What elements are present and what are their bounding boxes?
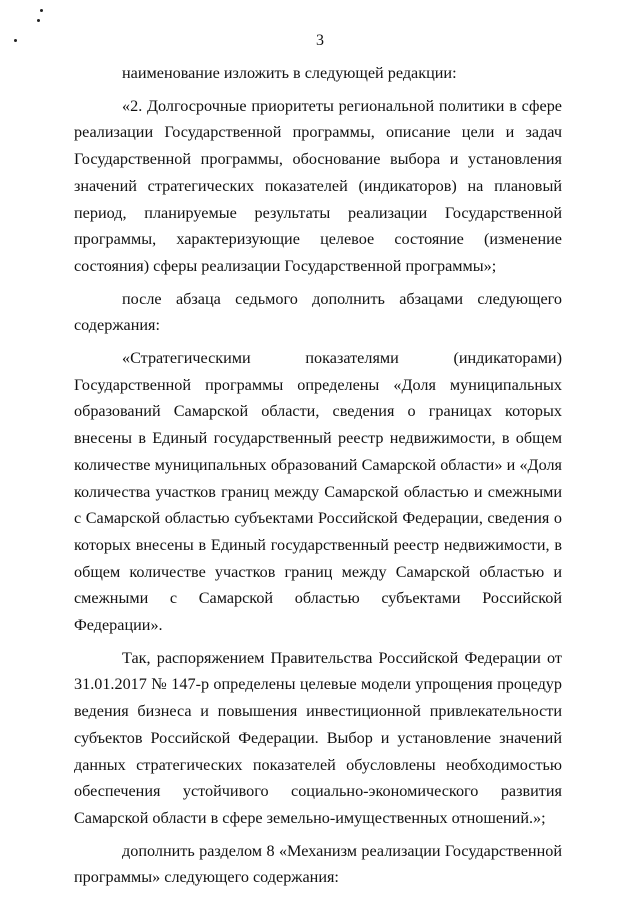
document-body [74, 60, 562, 897]
scan-speck [40, 9, 43, 12]
scan-speck [37, 19, 40, 22]
paragraph-intro: наименование изложить в следующей редакции: [122, 64, 457, 82]
paragraph-government-order: Так, распоряжением Правительства Российской Федерации от 31.01.2017 № 147-р определены целевые модели упрощения процедур ведения бизнеса и повышения инвестиционной привлекательности субъектов Российской Федерации. Выбор и установление значений данных стратегических показателей обусловлены необходимостью обеспечения устойчивого социально-экономического развития Самарской области в сфере земельно-имущественных отношений.»; [74, 648, 562, 827]
page-number: 3 [316, 32, 324, 49]
paragraph-add-section-8: дополнить разделом 8 «Механизм реализации Государственной программы» следующего содержания: [74, 841, 562, 887]
paragraph-section-2-title: «2. Долгосрочные приоритеты региональной политики в сфере реализации Государственной программы, описание цели и задач Государственной программы, обоснование выбора и установления значений стратегических показателей (индикаторов) на плановый период, планируемые результаты реализации Государственной программы, характеризующие целевое состояние (изменение состояния) сферы реализации Государственной программы»; [74, 96, 562, 275]
paragraph-after-seventh: после абзаца седьмого дополнить абзацами следующего содержания: [74, 289, 562, 335]
paragraph-strategic-indicators: «Стратегическими показателями (индикаторами) Государственной программы определены «Доля муниципальных образований Самарской области, сведения о границах которых внесены в Единый государственный реестр недвижимости, в общем количестве муниципальных образований Самарской области» и «Доля количества участков границ между Самарской областью и смежными с Самарской областью субъектами Российской Федерации, сведения о которых внесены в Единый государственный реестр недвижимости, в общем количестве участков границ между Самарской областью и смежными с Самарской областью субъектами Российской Федерации». [74, 349, 562, 635]
